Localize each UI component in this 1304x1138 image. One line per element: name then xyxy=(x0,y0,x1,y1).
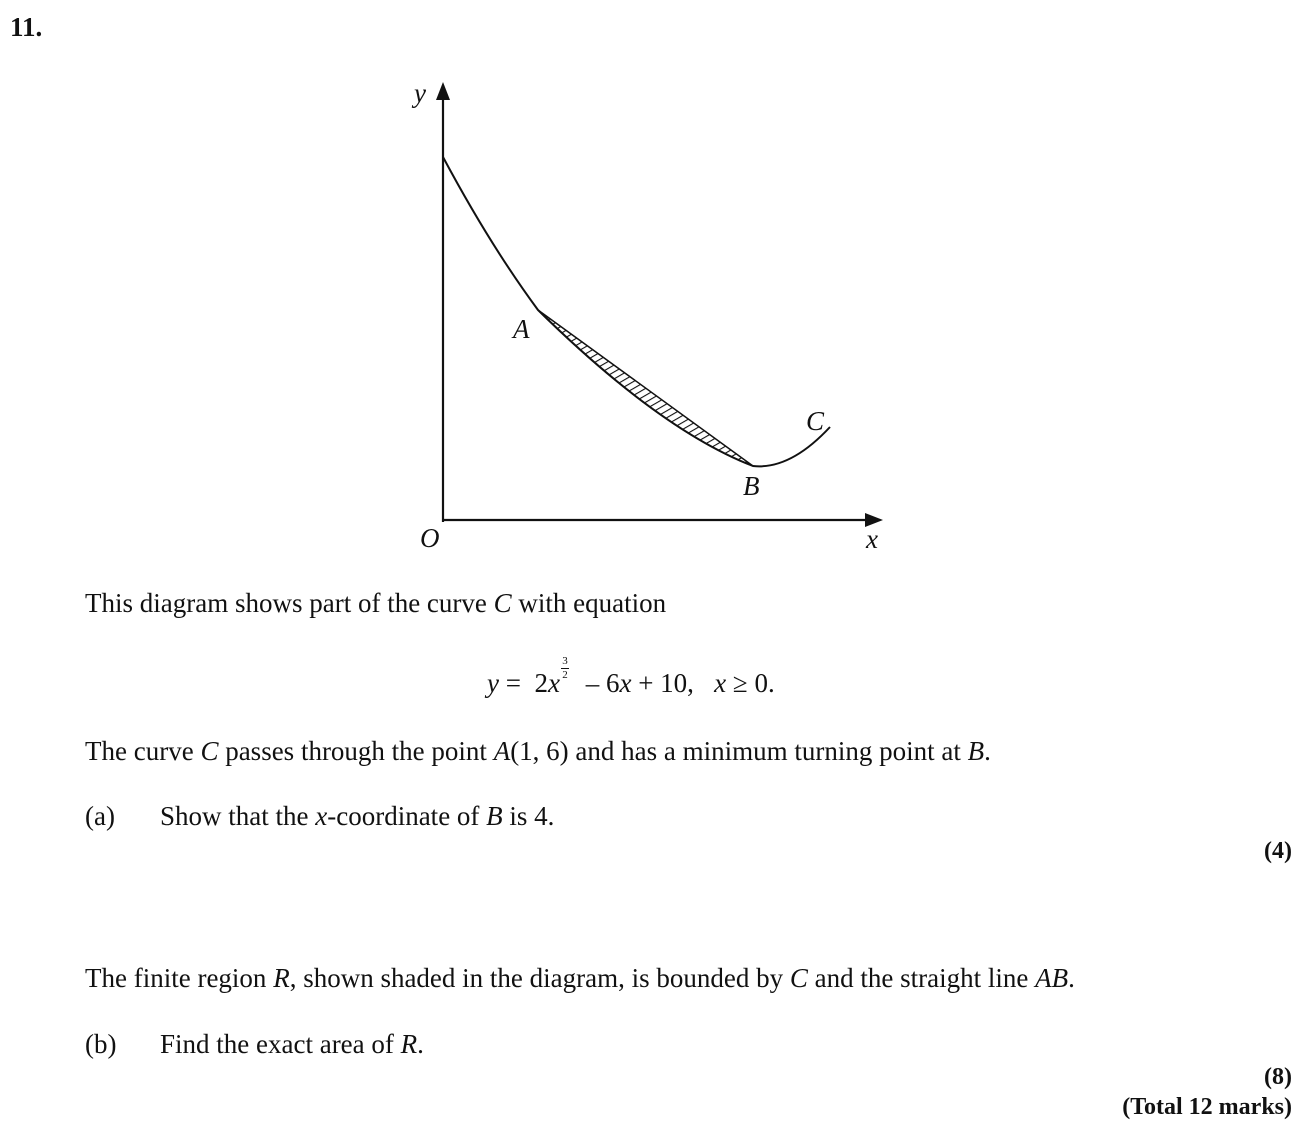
eq-coef: 2 xyxy=(534,668,548,698)
part-b-marks: (8) xyxy=(1264,1064,1292,1090)
region-r: R xyxy=(273,963,290,993)
eq-x: x xyxy=(547,668,560,698)
statement-p2: passes through the point xyxy=(218,736,494,766)
curve-diagram xyxy=(380,70,900,570)
statement-a: A xyxy=(493,736,511,766)
point-b-label: B xyxy=(743,471,760,501)
eq-middle: – 6 xyxy=(578,668,620,698)
axis-y-label: y xyxy=(414,78,426,108)
part-b-text xyxy=(160,1029,424,1060)
intro-post: with equation xyxy=(511,588,667,618)
intro-pre: This diagram shows part of the curve xyxy=(85,588,494,618)
part-b-r: R xyxy=(400,1029,418,1059)
region-ab: AB xyxy=(1035,963,1069,993)
eq-cond: ≥ 0. xyxy=(726,668,775,698)
question-number: 11. xyxy=(10,12,43,42)
axis-x-label: x xyxy=(866,524,878,554)
eq-exp-den: 2 xyxy=(562,669,568,681)
region-p3: and the straight line xyxy=(807,963,1036,993)
part-b-label: (b) xyxy=(85,1029,117,1059)
eq-cond-x: x xyxy=(714,668,727,698)
region-c: C xyxy=(789,963,808,993)
statement-p1: The curve xyxy=(85,736,201,766)
statement-p4: . xyxy=(984,736,991,766)
statement-c: C xyxy=(200,736,219,766)
region-p1: The finite region xyxy=(85,963,274,993)
intro-text xyxy=(85,588,666,619)
part-a-x: x xyxy=(315,801,328,831)
region-p4: . xyxy=(1068,963,1075,993)
eq-exp-num: 3 xyxy=(562,655,568,667)
part-a-p1: Show that the xyxy=(160,801,316,831)
eq-x2: x xyxy=(619,668,632,698)
curve-c xyxy=(443,157,830,466)
part-a-label: (a) xyxy=(85,801,115,831)
part-a-p2: -coordinate of xyxy=(327,801,487,831)
part-a-marks: (4) xyxy=(1264,838,1292,864)
curve-c-label: C xyxy=(806,406,825,436)
part-b-p1: Find the exact area of xyxy=(160,1029,401,1059)
statement-text xyxy=(85,736,991,767)
eq-y: y xyxy=(487,668,499,698)
y-axis-arrow-icon xyxy=(436,82,450,100)
eq-exponent xyxy=(561,656,569,681)
statement-p3: (1, 6) and has a minimum turning point at xyxy=(510,736,968,766)
part-a-p3: is 4. xyxy=(502,801,555,831)
eq-equals: = xyxy=(498,668,528,698)
statement-b: B xyxy=(967,736,985,766)
curve-equation xyxy=(487,655,775,699)
intro-curve: C xyxy=(493,588,512,618)
eq-tail: + 10, xyxy=(631,668,694,698)
region-p2: , shown shaded in the diagram, is bounded by xyxy=(289,963,790,993)
part-a-text xyxy=(160,801,554,832)
origin-label: O xyxy=(420,523,440,553)
total-marks: (Total 12 marks) xyxy=(1122,1094,1292,1120)
shaded-region-r xyxy=(538,310,753,466)
part-a-b: B xyxy=(486,801,503,831)
region-text xyxy=(85,963,1075,994)
point-a-label: A xyxy=(513,314,530,344)
part-b-p2: . xyxy=(417,1029,424,1059)
